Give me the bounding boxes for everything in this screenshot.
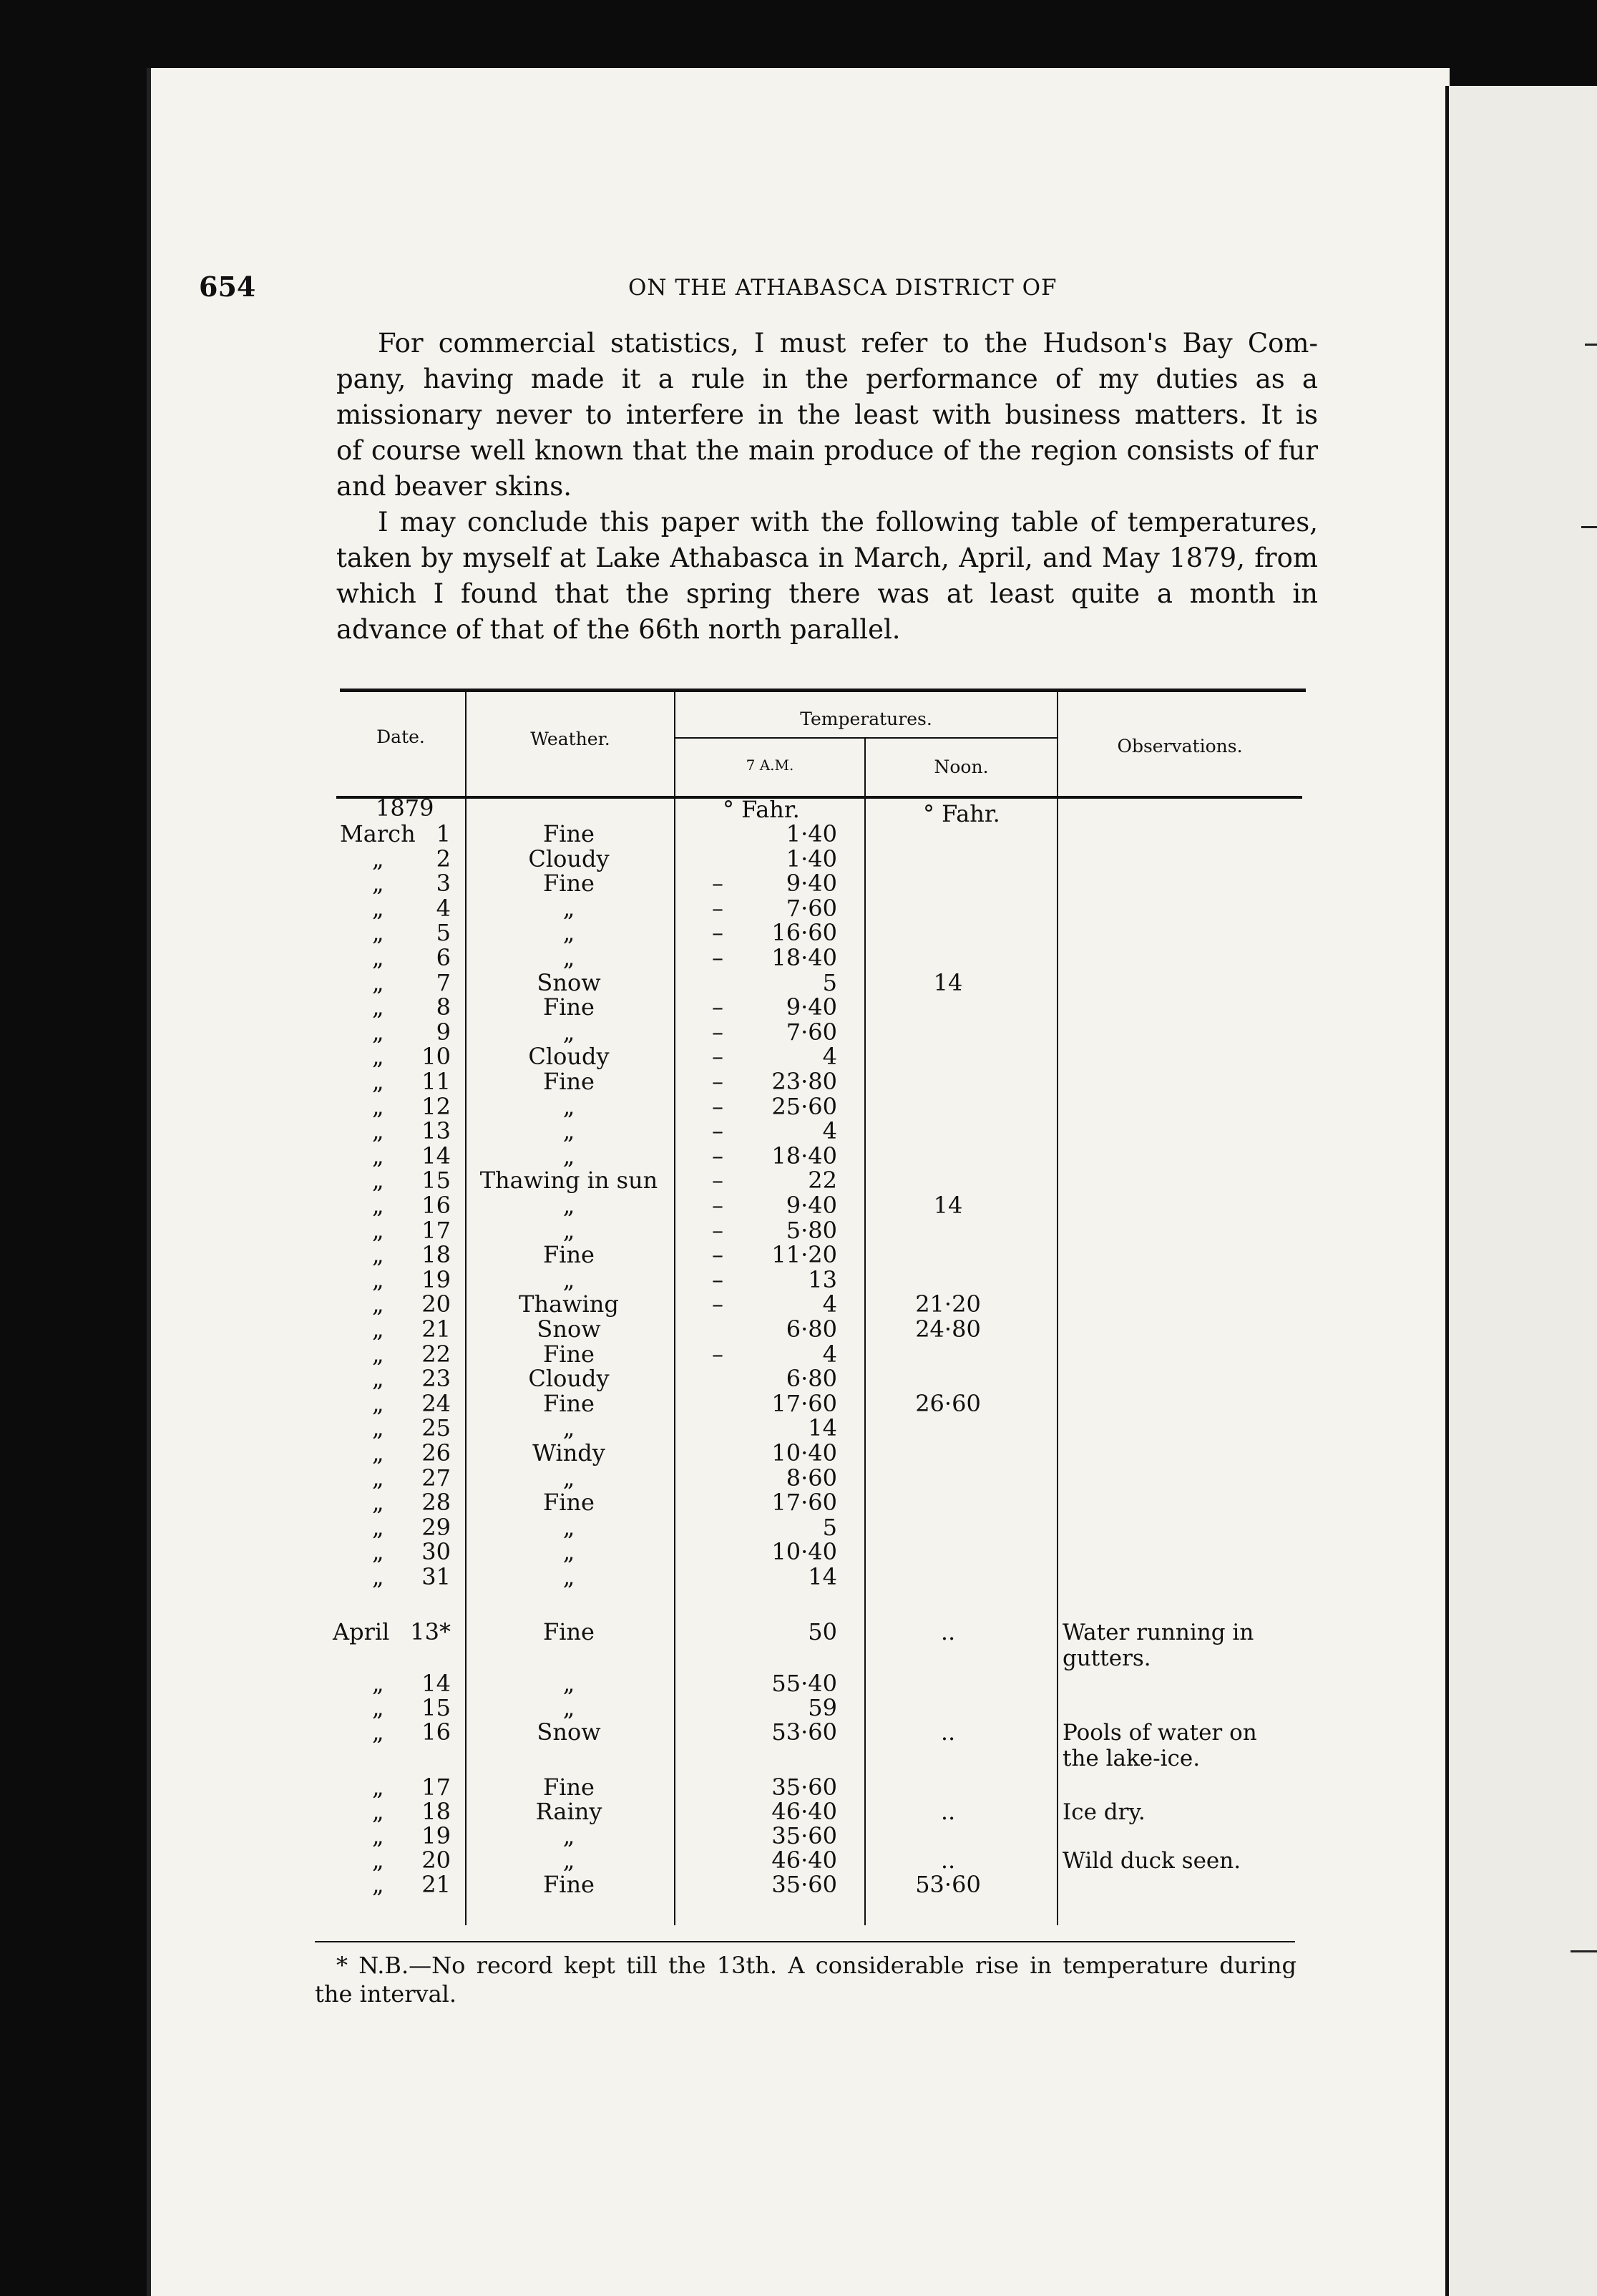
weather-cell: Cloudy xyxy=(528,1043,610,1071)
table-row xyxy=(0,945,1317,971)
weather-cell: Windy xyxy=(532,1439,605,1466)
date-day-cell: 28 xyxy=(421,1489,451,1517)
observation-cell: Water running in gutters. xyxy=(1063,1620,1254,1671)
date-month-cell: „ xyxy=(372,845,384,872)
date-day-cell: 3 xyxy=(436,870,451,898)
weather-cell: „ xyxy=(562,1847,575,1874)
am-temperature-cell: 35·60 xyxy=(771,1871,837,1898)
table-row xyxy=(0,995,1317,1020)
table-row xyxy=(0,1466,1317,1491)
table-row xyxy=(0,1799,1317,1824)
observation-cell: Wild duck seen. xyxy=(1063,1848,1241,1874)
date-day-cell: 13* xyxy=(410,1618,451,1645)
weather-cell: „ xyxy=(562,1670,575,1697)
date-month-cell: „ xyxy=(372,1142,384,1169)
date-day-cell: 18 xyxy=(421,1798,451,1825)
date-month-cell: „ xyxy=(372,1192,384,1219)
weather-cell: Fine xyxy=(543,1489,595,1517)
date-month-cell: „ xyxy=(372,1167,384,1195)
date-day-cell: 6 xyxy=(436,944,451,971)
date-month-cell: „ xyxy=(372,1265,384,1293)
observation-cell: Pools of water on the lake-ice. xyxy=(1063,1720,1257,1771)
weather-cell: „ xyxy=(562,919,575,947)
date-day-cell: 4 xyxy=(436,894,451,922)
date-month-cell: „ xyxy=(372,870,384,898)
table-row xyxy=(0,1317,1317,1342)
am-temperature-cell: 16·60 xyxy=(771,919,837,947)
weather-cell: „ xyxy=(562,1563,575,1590)
am-temperature-cell: 46·40 xyxy=(771,1798,837,1825)
table-row xyxy=(0,822,1317,847)
am-temperature-cell: 10·40 xyxy=(771,1538,837,1566)
facing-page-mark xyxy=(1585,344,1597,346)
am-temperature-cell: 4 xyxy=(822,1290,837,1318)
am-temperature-cell: 14 xyxy=(808,1563,837,1590)
date-month-cell: „ xyxy=(372,894,384,922)
minus-sign: – xyxy=(712,993,723,1021)
weather-cell: „ xyxy=(562,1265,575,1293)
noon-temperature-cell: 24·80 xyxy=(915,1315,981,1343)
header-temperatures: Temperatures. xyxy=(800,709,932,729)
weather-cell: Fine xyxy=(543,1618,595,1645)
date-day-cell: 19 xyxy=(421,1822,451,1849)
table-row xyxy=(0,1718,1317,1771)
text-line: advance of that of the 66th north parallel. xyxy=(336,614,901,645)
am-temperature-cell: 50 xyxy=(808,1618,837,1645)
am-temperature-cell: 5 xyxy=(822,968,837,996)
table-row xyxy=(0,1069,1317,1094)
weather-cell: „ xyxy=(562,1414,575,1442)
date-month-cell: „ xyxy=(372,1389,384,1417)
table-row xyxy=(0,1775,1317,1800)
date-day-cell: 15 xyxy=(421,1167,451,1195)
facing-page-edge xyxy=(1445,86,1597,2296)
table-row xyxy=(0,1416,1317,1441)
table-row xyxy=(0,1119,1317,1144)
table-row xyxy=(0,896,1317,921)
weather-cell: Snow xyxy=(537,1718,601,1746)
date-day-cell: 24 xyxy=(421,1389,451,1417)
am-temperature-cell: 23·80 xyxy=(771,1068,837,1095)
minus-sign: – xyxy=(712,870,723,898)
date-day-cell: 21 xyxy=(421,1315,451,1343)
noon-temperature-cell: .. xyxy=(940,1718,956,1746)
date-month-cell: April xyxy=(333,1618,390,1645)
weather-cell: „ xyxy=(562,1192,575,1219)
table-row xyxy=(0,1391,1317,1416)
minus-sign: – xyxy=(712,1265,723,1293)
date-day-cell: 12 xyxy=(421,1092,451,1120)
date-month-cell: „ xyxy=(372,1489,384,1517)
weather-cell: Fine xyxy=(543,1774,595,1801)
table-row xyxy=(0,1342,1317,1367)
noon-temperature-cell: .. xyxy=(940,1847,956,1874)
weather-cell: „ xyxy=(562,894,575,922)
am-temperature-cell: 4 xyxy=(822,1340,837,1368)
weather-cell: Fine xyxy=(543,1871,595,1898)
date-month-cell: „ xyxy=(372,968,384,996)
table-row xyxy=(0,1366,1317,1391)
date-month-cell: „ xyxy=(372,1414,384,1442)
minus-sign: – xyxy=(712,1241,723,1269)
facing-page-mark xyxy=(1571,1950,1597,1952)
am-temperature-cell: 55·40 xyxy=(771,1670,837,1697)
noon-temperature-cell: 14 xyxy=(933,1192,963,1219)
weather-cell: Fine xyxy=(543,1389,595,1417)
weather-cell: Cloudy xyxy=(528,845,610,872)
weather-cell: Fine xyxy=(543,1241,595,1269)
table-top-rule xyxy=(340,689,1306,692)
weather-cell: „ xyxy=(562,1513,575,1541)
date-day-cell: 27 xyxy=(421,1464,451,1492)
minus-sign: – xyxy=(712,1216,723,1244)
am-temperature-cell: 14 xyxy=(808,1414,837,1442)
am-temperature-cell: 5 xyxy=(822,1513,837,1541)
am-temperature-cell: 7·60 xyxy=(786,1018,837,1046)
table-row xyxy=(0,1539,1317,1565)
am-temperature-cell: 59 xyxy=(808,1694,837,1721)
table-row xyxy=(0,1193,1317,1218)
weather-cell: Thawing xyxy=(519,1290,619,1318)
header-7am: 7 A.M. xyxy=(746,757,794,774)
weather-cell: Rainy xyxy=(535,1798,602,1825)
minus-sign: – xyxy=(712,919,723,947)
am-temperature-cell: 6·80 xyxy=(786,1365,837,1393)
am-temperature-cell: 22 xyxy=(808,1167,837,1195)
noon-temperature-cell: 21·20 xyxy=(915,1290,981,1318)
am-temperature-cell: 35·60 xyxy=(771,1822,837,1849)
weather-cell: Fine xyxy=(543,1340,595,1368)
weather-cell: Cloudy xyxy=(528,1365,610,1393)
date-day-cell: 18 xyxy=(421,1241,451,1269)
date-day-cell: 20 xyxy=(421,1847,451,1874)
date-day-cell: 29 xyxy=(421,1513,451,1541)
date-month-cell: „ xyxy=(372,1315,384,1343)
date-day-cell: 20 xyxy=(421,1290,451,1318)
date-day-cell: 8 xyxy=(436,993,451,1021)
am-temperature-cell: 17·60 xyxy=(771,1389,837,1417)
text-line: taken by myself at Lake Athabasca in March, April, and May 1879, from xyxy=(336,543,1318,573)
weather-cell: Fine xyxy=(543,993,595,1021)
date-day-cell: 15 xyxy=(421,1694,451,1721)
table-row xyxy=(0,1565,1317,1590)
date-day-cell: 10 xyxy=(421,1043,451,1071)
noon-temperature-cell: 53·60 xyxy=(915,1871,981,1898)
noon-temperature-cell: 26·60 xyxy=(915,1389,981,1417)
date-month-cell: March xyxy=(340,820,416,847)
date-day-cell: 1 xyxy=(436,820,451,847)
year-cell: 1879 xyxy=(376,794,434,822)
am-temperature-cell: 11·20 xyxy=(771,1241,837,1269)
table-row xyxy=(0,1094,1317,1119)
text-line: missionary never to interfere in the least with business matters. It is xyxy=(336,399,1318,430)
date-day-cell: 7 xyxy=(436,968,451,996)
footnote xyxy=(315,1951,1296,2008)
date-day-cell: 31 xyxy=(421,1563,451,1590)
weather-cell: Fine xyxy=(543,820,595,847)
minus-sign: – xyxy=(712,1167,723,1195)
facing-page-mark xyxy=(1581,526,1597,528)
am-temperature-cell: 18·40 xyxy=(771,1142,837,1169)
minus-sign: – xyxy=(712,1068,723,1095)
table-row xyxy=(0,1696,1317,1721)
date-day-cell: 13 xyxy=(421,1117,451,1145)
weather-cell: „ xyxy=(562,1142,575,1169)
date-day-cell: 22 xyxy=(421,1340,451,1368)
table-row xyxy=(0,847,1317,872)
weather-cell: Snow xyxy=(537,968,601,996)
table-row xyxy=(0,1218,1317,1243)
date-month-cell: „ xyxy=(372,1340,384,1368)
table-row xyxy=(0,1020,1317,1045)
weather-cell: „ xyxy=(562,1694,575,1721)
am-temperature-cell: 6·80 xyxy=(786,1315,837,1343)
date-month-cell: „ xyxy=(372,1365,384,1393)
am-temperature-cell: 46·40 xyxy=(771,1847,837,1874)
minus-sign: – xyxy=(712,1142,723,1169)
date-day-cell: 16 xyxy=(421,1718,451,1746)
table-bottom-rule xyxy=(315,1941,1295,1942)
paragraph-commercial-statistics xyxy=(336,326,1318,505)
date-month-cell: „ xyxy=(372,919,384,947)
table-row xyxy=(0,871,1317,896)
date-month-cell: „ xyxy=(372,1068,384,1095)
date-month-cell: „ xyxy=(372,1718,384,1746)
am-temperature-cell: 9·40 xyxy=(786,1192,837,1219)
am-temperature-cell: 4 xyxy=(822,1043,837,1071)
footnote-line: * N.B.—No record kept till the 13th. A considerable rise in temperature during xyxy=(336,1952,1296,1979)
observation-cell: Ice dry. xyxy=(1063,1799,1146,1825)
date-month-cell: „ xyxy=(372,1216,384,1244)
minus-sign: – xyxy=(712,894,723,922)
date-month-cell: „ xyxy=(372,993,384,1021)
header-date: Date. xyxy=(376,726,425,747)
am-temperature-cell: 1·40 xyxy=(786,845,837,872)
date-month-cell: „ xyxy=(372,1513,384,1541)
table-row xyxy=(0,1490,1317,1515)
noon-temperature-cell: .. xyxy=(940,1618,956,1645)
date-day-cell: 25 xyxy=(421,1414,451,1442)
am-temperature-cell: 8·60 xyxy=(786,1464,837,1492)
am-temperature-cell: 9·40 xyxy=(786,870,837,898)
header-bottom-rule xyxy=(336,796,1302,799)
weather-cell: Fine xyxy=(543,870,595,898)
am-temperature-cell: 53·60 xyxy=(771,1718,837,1746)
date-day-cell: 30 xyxy=(421,1538,451,1566)
minus-sign: – xyxy=(712,1192,723,1219)
date-day-cell: 5 xyxy=(436,919,451,947)
weather-cell: „ xyxy=(562,1018,575,1046)
noon-temperature-cell: 14 xyxy=(933,968,963,996)
date-month-cell: „ xyxy=(372,1847,384,1874)
minus-sign: – xyxy=(712,1018,723,1046)
weather-cell: „ xyxy=(562,1092,575,1120)
table-row xyxy=(0,1044,1317,1069)
weather-cell: „ xyxy=(562,1464,575,1492)
date-month-cell: „ xyxy=(372,1018,384,1046)
weather-cell: „ xyxy=(562,1216,575,1244)
table-row xyxy=(0,1515,1317,1540)
am-temperature-cell: 18·40 xyxy=(771,944,837,971)
minus-sign: – xyxy=(712,1290,723,1318)
table-row xyxy=(0,1671,1317,1696)
am-unit-cell: ° Fahr. xyxy=(723,796,800,823)
date-month-cell: „ xyxy=(372,1871,384,1898)
date-day-cell: 16 xyxy=(421,1192,451,1219)
table-row xyxy=(0,1168,1317,1193)
table-row xyxy=(0,1872,1317,1897)
am-temperature-cell: 4 xyxy=(822,1117,837,1145)
date-day-cell: 14 xyxy=(421,1142,451,1169)
am-temperature-cell: 7·60 xyxy=(786,894,837,922)
weather-cell: Snow xyxy=(537,1315,601,1343)
header-observations: Observations. xyxy=(1117,736,1243,757)
header-weather: Weather. xyxy=(530,729,610,749)
am-temperature-cell: 13 xyxy=(808,1265,837,1293)
am-temperature-cell: 17·60 xyxy=(771,1489,837,1517)
table-row xyxy=(0,1618,1317,1671)
page-number: 654 xyxy=(199,271,256,303)
am-temperature-cell: 10·40 xyxy=(771,1439,837,1466)
date-month-cell: „ xyxy=(372,1538,384,1566)
am-temperature-cell: 5·80 xyxy=(786,1216,837,1244)
date-day-cell: 19 xyxy=(421,1265,451,1293)
am-temperature-cell: 1·40 xyxy=(786,820,837,847)
date-month-cell: „ xyxy=(372,1439,384,1466)
text-line: pany, having made it a rule in the performance of my duties as a xyxy=(336,364,1318,394)
noon-temperature-cell: .. xyxy=(940,1798,956,1825)
table-row xyxy=(0,1265,1317,1293)
date-month-cell: „ xyxy=(372,1822,384,1849)
text-line: and beaver skins. xyxy=(336,471,572,502)
am-temperature-cell: 25·60 xyxy=(771,1092,837,1120)
weather-cell: Fine xyxy=(543,1068,595,1095)
date-month-cell: „ xyxy=(372,1043,384,1071)
date-day-cell: 11 xyxy=(421,1068,451,1095)
am-temperature-cell: 9·40 xyxy=(786,993,837,1021)
minus-sign: – xyxy=(712,1043,723,1071)
date-month-cell: „ xyxy=(372,1092,384,1120)
text-line: I may conclude this paper with the following table of temperatures, xyxy=(378,507,1318,537)
weather-cell: „ xyxy=(562,944,575,971)
date-month-cell: „ xyxy=(372,1241,384,1269)
header-noon: Noon. xyxy=(934,757,989,777)
paragraph-temperature-intro xyxy=(336,505,1318,648)
text-line: which I found that the spring there was at least quite a month in xyxy=(336,578,1318,609)
date-day-cell: 23 xyxy=(421,1365,451,1393)
weather-cell: „ xyxy=(562,1538,575,1566)
table-row xyxy=(0,920,1317,945)
am-temperature-cell: 35·60 xyxy=(771,1774,837,1801)
date-day-cell: 26 xyxy=(421,1439,451,1466)
date-day-cell: 9 xyxy=(436,1018,451,1046)
minus-sign: – xyxy=(712,1092,723,1120)
text-line: For commercial statistics, I must refer to the Hudson's Bay Com- xyxy=(378,328,1318,359)
date-month-cell: „ xyxy=(372,1563,384,1590)
table-row xyxy=(0,1144,1317,1169)
weather-cell: „ xyxy=(562,1117,575,1145)
date-month-cell: „ xyxy=(372,1774,384,1801)
running-head: ON THE ATHABASCA DISTRICT OF xyxy=(628,275,1058,301)
table-row xyxy=(0,968,1317,996)
weather-cell: Thawing in sun xyxy=(479,1167,658,1195)
table-row xyxy=(0,1441,1317,1466)
date-month-cell: „ xyxy=(372,944,384,971)
noon-unit-cell: ° Fahr. xyxy=(923,800,1000,827)
table-row xyxy=(0,1242,1317,1268)
date-month-cell: „ xyxy=(372,1798,384,1825)
date-day-cell: 2 xyxy=(436,845,451,872)
footnote-line: the interval. xyxy=(315,1980,457,2008)
minus-sign: – xyxy=(712,1117,723,1145)
text-line: of course well known that the main produce of the region consists of fur xyxy=(336,435,1318,466)
table-row xyxy=(0,1292,1317,1317)
date-day-cell: 21 xyxy=(421,1871,451,1898)
date-month-cell: „ xyxy=(372,1117,384,1145)
date-month-cell: „ xyxy=(372,1290,384,1318)
date-month-cell: „ xyxy=(372,1694,384,1721)
minus-sign: – xyxy=(712,1340,723,1368)
date-month-cell: „ xyxy=(372,1464,384,1492)
table-row xyxy=(0,1848,1317,1873)
date-day-cell: 17 xyxy=(421,1216,451,1244)
table-row xyxy=(0,1824,1317,1849)
minus-sign: – xyxy=(712,944,723,971)
weather-cell: „ xyxy=(562,1822,575,1849)
date-month-cell: „ xyxy=(372,1670,384,1697)
date-day-cell: 14 xyxy=(421,1670,451,1697)
page-header xyxy=(199,271,1315,313)
date-day-cell: 17 xyxy=(421,1774,451,1801)
